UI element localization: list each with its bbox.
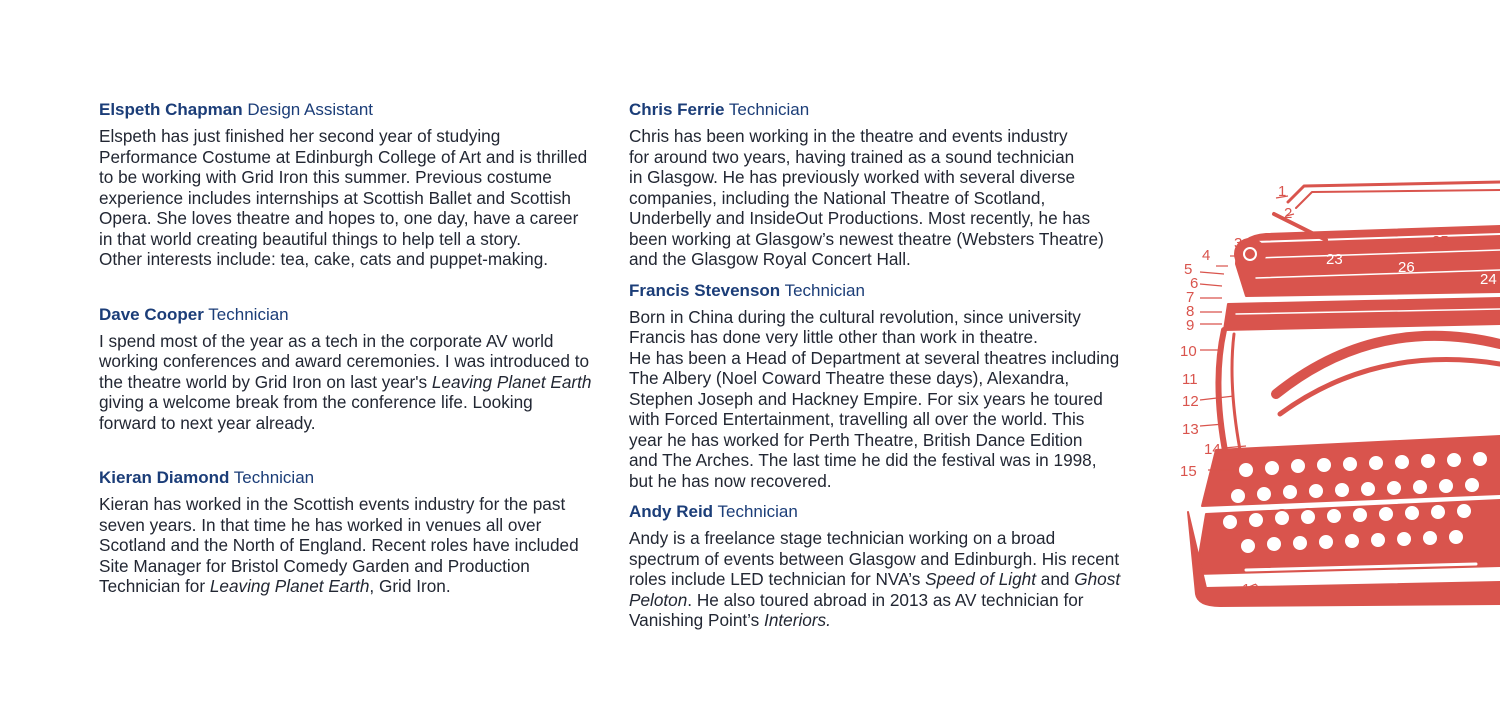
bio-text [629,307,1129,492]
svg-text:25: 25 [1432,233,1449,250]
bio-line [629,229,1129,250]
svg-text:26: 26 [1398,259,1415,276]
text-run: Underbelly and InsideOut Productions. Most recently, he has [629,208,1091,228]
person-role: Technician [717,502,798,521]
text-run: in Glasgow. He has previously worked with several diverse [629,167,1076,187]
bio-heading [629,98,1129,122]
bio-line [99,126,599,147]
bio-line [99,556,599,577]
text-run: roles include LED technician for NVA’s [629,569,926,589]
bio-line [629,327,1129,348]
bio-line [629,147,1129,168]
svg-text:11: 11 [1182,371,1198,388]
text-run: to be working with Grid Iron this summer. Previous costume [99,167,552,187]
text-run: . He also toured abroad in 2013 as AV technician for [687,589,1084,610]
text-run: Andy is a freelance stage technician working on a broad [629,528,1056,548]
svg-text:14: 14 [1204,441,1221,458]
person-name: Andy Reid [629,502,714,521]
right-column [629,98,1129,631]
text-run: He has been a Head of Department at several theatres including [629,347,1120,368]
svg-text:16: 16 [1242,581,1259,598]
bio-line [629,368,1129,389]
person-role: Technician [728,100,810,119]
production-title: Ghost [1074,569,1121,589]
typewriter-icon [1176,174,1500,614]
text-run: Born in China during the cultural revolution, since university [629,306,1081,327]
text-run: Other interests include: tea, cake, cats and puppet-making. [99,249,549,269]
svg-text:24: 24 [1480,271,1497,288]
bio-line [99,351,599,372]
text-run: seven years. In that time he has worked in venues all over [99,514,542,535]
bio-line [629,249,1129,270]
bio-line [629,471,1129,492]
bio-line [629,528,1129,549]
bio-line [99,413,599,434]
bio-kieran-diamond [99,466,599,597]
svg-text:4: 4 [1202,247,1211,264]
bio-line [629,188,1129,209]
bio-line [99,392,599,413]
svg-text:8: 8 [1186,303,1195,320]
person-role: Technician [208,304,289,324]
text-run: and [1036,569,1075,589]
text-run: in that world creating beautiful things to help tell a story. [99,228,521,249]
bio-text [99,126,599,270]
person-name: Kieran Diamond [99,468,230,487]
svg-text:7: 7 [1186,289,1195,306]
svg-text:10: 10 [1180,343,1197,360]
bio-francis-stevenson [629,279,1129,492]
person-name: Francis Stevenson [629,280,781,300]
production-title: Peloton [629,589,688,610]
bio-elspeth-chapman [99,98,599,270]
bio-line [99,229,599,250]
bio-heading [629,279,1129,303]
svg-text:12: 12 [1182,393,1199,410]
text-run: Scotland and the North of England. Recent roles have included [99,535,579,555]
text-run: and The Arches. The last time he did the festival was in 1998, [629,450,1097,470]
person-name: Chris Ferrie [629,100,725,119]
bio-andy-reid [629,500,1129,631]
bio-heading [99,303,599,327]
text-run: , Grid Iron. [369,576,451,596]
bio-line [99,535,599,556]
bio-heading [629,500,1129,524]
bio-line [629,389,1129,410]
svg-text:2: 2 [1284,205,1293,222]
bio-line [629,549,1129,570]
production-title: Leaving Planet Earth [209,576,370,596]
person-name: Elspeth Chapman [99,100,243,119]
svg-text:3: 3 [1234,235,1243,252]
svg-text:13: 13 [1182,421,1199,438]
bio-text [629,126,1129,270]
text-run: Site Manager for Bristol Comedy Garden and Production [99,555,530,576]
person-role: Technician [784,280,865,300]
left-column [99,98,599,597]
svg-text:23: 23 [1326,251,1343,268]
bio-text [99,494,599,597]
person-role: Technician [233,468,315,487]
text-run: Stephen Joseph and Hackney Empire. For six years he toured [629,388,1103,409]
bio-line [99,576,599,597]
text-run: companies, including the National Theatre of Scotland, [629,187,1046,208]
bio-line [99,249,599,270]
text-run: Vanishing Point’s [629,610,765,630]
text-run: and the Glasgow Royal Concert Hall. [629,249,911,269]
text-run: Francis has done very little other than work in theatre. [629,327,1038,347]
production-title: Speed of Light [925,569,1037,589]
bio-line [99,208,599,229]
bio-line [629,126,1129,147]
bio-line [99,188,599,209]
svg-text:6: 6 [1190,275,1199,292]
text-run: giving a welcome break from the conference life. Looking [99,392,533,412]
bio-text [99,331,599,434]
bio-text [629,528,1129,631]
bio-heading [99,466,599,490]
bio-line [99,372,599,393]
text-run: the theatre world by Grid Iron on last year's [99,371,432,392]
person-name: Dave Cooper [99,304,204,324]
bio-dave-cooper [99,303,599,434]
bio-line [99,167,599,188]
text-run: The Albery (Noel Coward Theatre these days), Alexandra, [629,368,1070,388]
text-run: working conferences and award ceremonies. I was introduced to [99,351,590,371]
svg-text:15: 15 [1180,463,1197,480]
svg-text:5: 5 [1184,261,1193,278]
text-run: with Forced Entertainment, travelling all over the world. This [629,409,1085,429]
text-run: forward to next year already. [99,412,316,433]
bio-line [629,590,1129,611]
bio-line [629,610,1129,631]
text-run: Performance Costume at Edinburgh College of Art and is thrilled [99,146,588,167]
production-title: Leaving Planet Earth [431,371,592,392]
text-run: Opera. She loves theatre and hopes to, one day, have a career [99,208,579,228]
text-run: year he has worked for Perth Theatre, British Dance Edition [629,429,1083,450]
text-run: been working at Glasgow’s newest theatre (Websters Theatre) [629,228,1104,249]
bio-line [629,307,1129,328]
text-run: Chris has been working in the theatre and events industry [629,126,1068,146]
text-run: but he has now recovered. [629,470,832,491]
text-run: spectrum of events between Glasgow and Edinburgh. His recent [629,548,1120,569]
person-role: Design Assistant [247,100,374,119]
bio-line [629,167,1129,188]
bio-line [99,515,599,536]
production-title: Interiors. [764,610,831,630]
bio-line [629,208,1129,229]
text-run: experience includes internships at Scottish Ballet and Scottish [99,187,571,208]
bio-line [629,348,1129,369]
bio-line [99,494,599,515]
bio-line [99,147,599,168]
bio-line [629,569,1129,590]
svg-text:1: 1 [1278,183,1287,200]
text-run: Technician for [99,576,210,596]
typewriter-illustration [1176,174,1500,614]
bio-line [99,331,599,352]
text-run: I spend most of the year as a tech in the corporate AV world [99,330,554,351]
svg-text:9: 9 [1186,317,1195,334]
bio-line [629,450,1129,471]
bio-line [629,409,1129,430]
bio-line [629,430,1129,451]
bio-chris-ferrie [629,98,1129,270]
text-run: Elspeth has just finished her second year of studying [99,126,501,146]
text-run: Kieran has worked in the Scottish events industry for the past [99,494,566,514]
bio-heading [99,98,599,122]
text-run: for around two years, having trained as a sound technician [629,146,1075,167]
